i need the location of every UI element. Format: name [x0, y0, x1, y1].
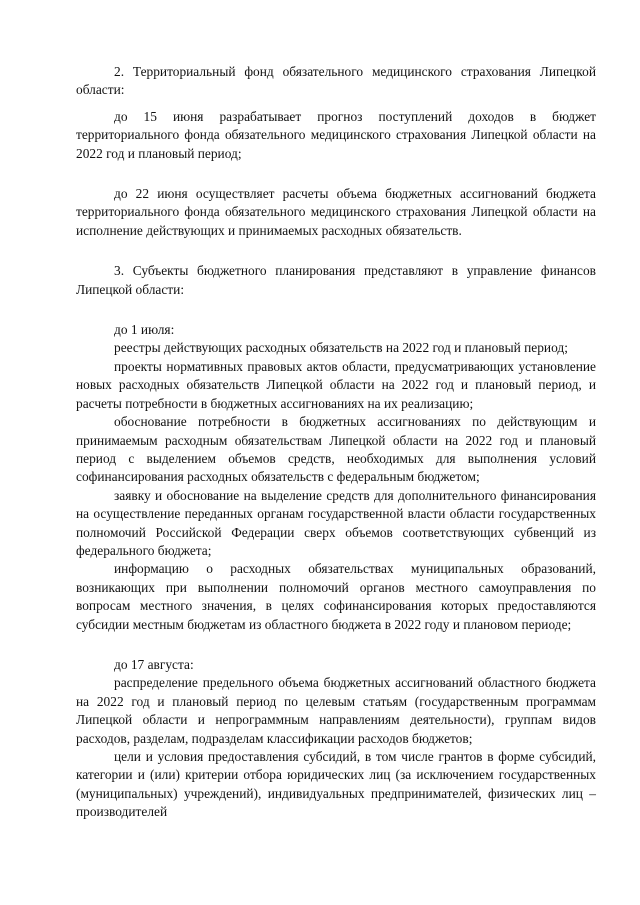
paragraph-july-1: до 1 июля:: [114, 322, 175, 338]
paragraph-subsidy-goals: цели и условия предоставления субсидий, в том числе грантов в форме субсидий, категории и (или) критерии отбора юридических лиц (за исключением государственных (муниципальных) учреждений), индивидуальных предпринимателей, физических лиц – производителей: [76, 749, 596, 820]
paragraph-june-22: до 22 июня осуществляет расчеты объема бюджетных ассигнований бюджета территориального фонда обязательного медицинского страхования Липецкой области на исполнение действующих и принимаемых расходных обязательств.: [76, 186, 596, 238]
paragraph-application: заявку и обоснование на выделение средств для дополнительного финансирования на осуществление переданных органам государственной власти области государственных полномочий Российской Федерации сверх объемов соответствующих субвенций из федерального бюджета;: [76, 487, 596, 558]
paragraph-august-17: до 17 августа:: [114, 656, 194, 672]
document-page: [76, 63, 596, 822]
paragraph-subjects-heading: 3. Субъекты бюджетного планирования представляют в управление финансов Липецкой области:: [76, 263, 596, 297]
paragraph-justification: обоснование потребности в бюджетных ассигнованиях по действующим и принимаемым расходным обязательствам Липецкой области на 2022 год и плановый период с выделением объемов средств, необходимых для выполнения условий софинансирования расходных обязательств с федеральным бюджетом;: [76, 414, 596, 485]
paragraph-registries: реестры действующих расходных обязательств на 2022 год и плановый период;: [114, 340, 568, 356]
paragraph-fund-heading: 2. Территориальный фонд обязательного медицинского страхования Липецкой области:: [76, 64, 596, 98]
paragraph-draft-acts: проекты нормативных правовых актов области, предусматривающих установление новых расходных обязательств Липецкой области на 2022 год и плановый период, и расчеты потребности в бюджетных ассигнованиях на их реализацию;: [76, 358, 596, 411]
paragraph-municipal-info: информацию о расходных обязательствах муниципальных образований, возникающих при выполнении полномочий органов местного самоуправления по вопросам местного значения, в целях софинансирования которых предоставляются субсидии местным бюджетам из областного бюджета в 2022 году и плановом периоде;: [76, 561, 596, 632]
paragraph-distribution: распределение предельного объема бюджетных ассигнований областного бюджета на 2022 год и плановый период по целевым статьям (государственным программам Липецкой области и непрограммным направлениям деятельности), группам видов расходов, разделам, подразделам классификации расходов бюджетов;: [76, 675, 596, 746]
paragraph-june-15: до 15 июня разрабатывает прогноз поступлений доходов в бюджет территориального фонда обязательного медицинского страхования Липецкой области на 2022 год и плановый период;: [76, 108, 596, 161]
